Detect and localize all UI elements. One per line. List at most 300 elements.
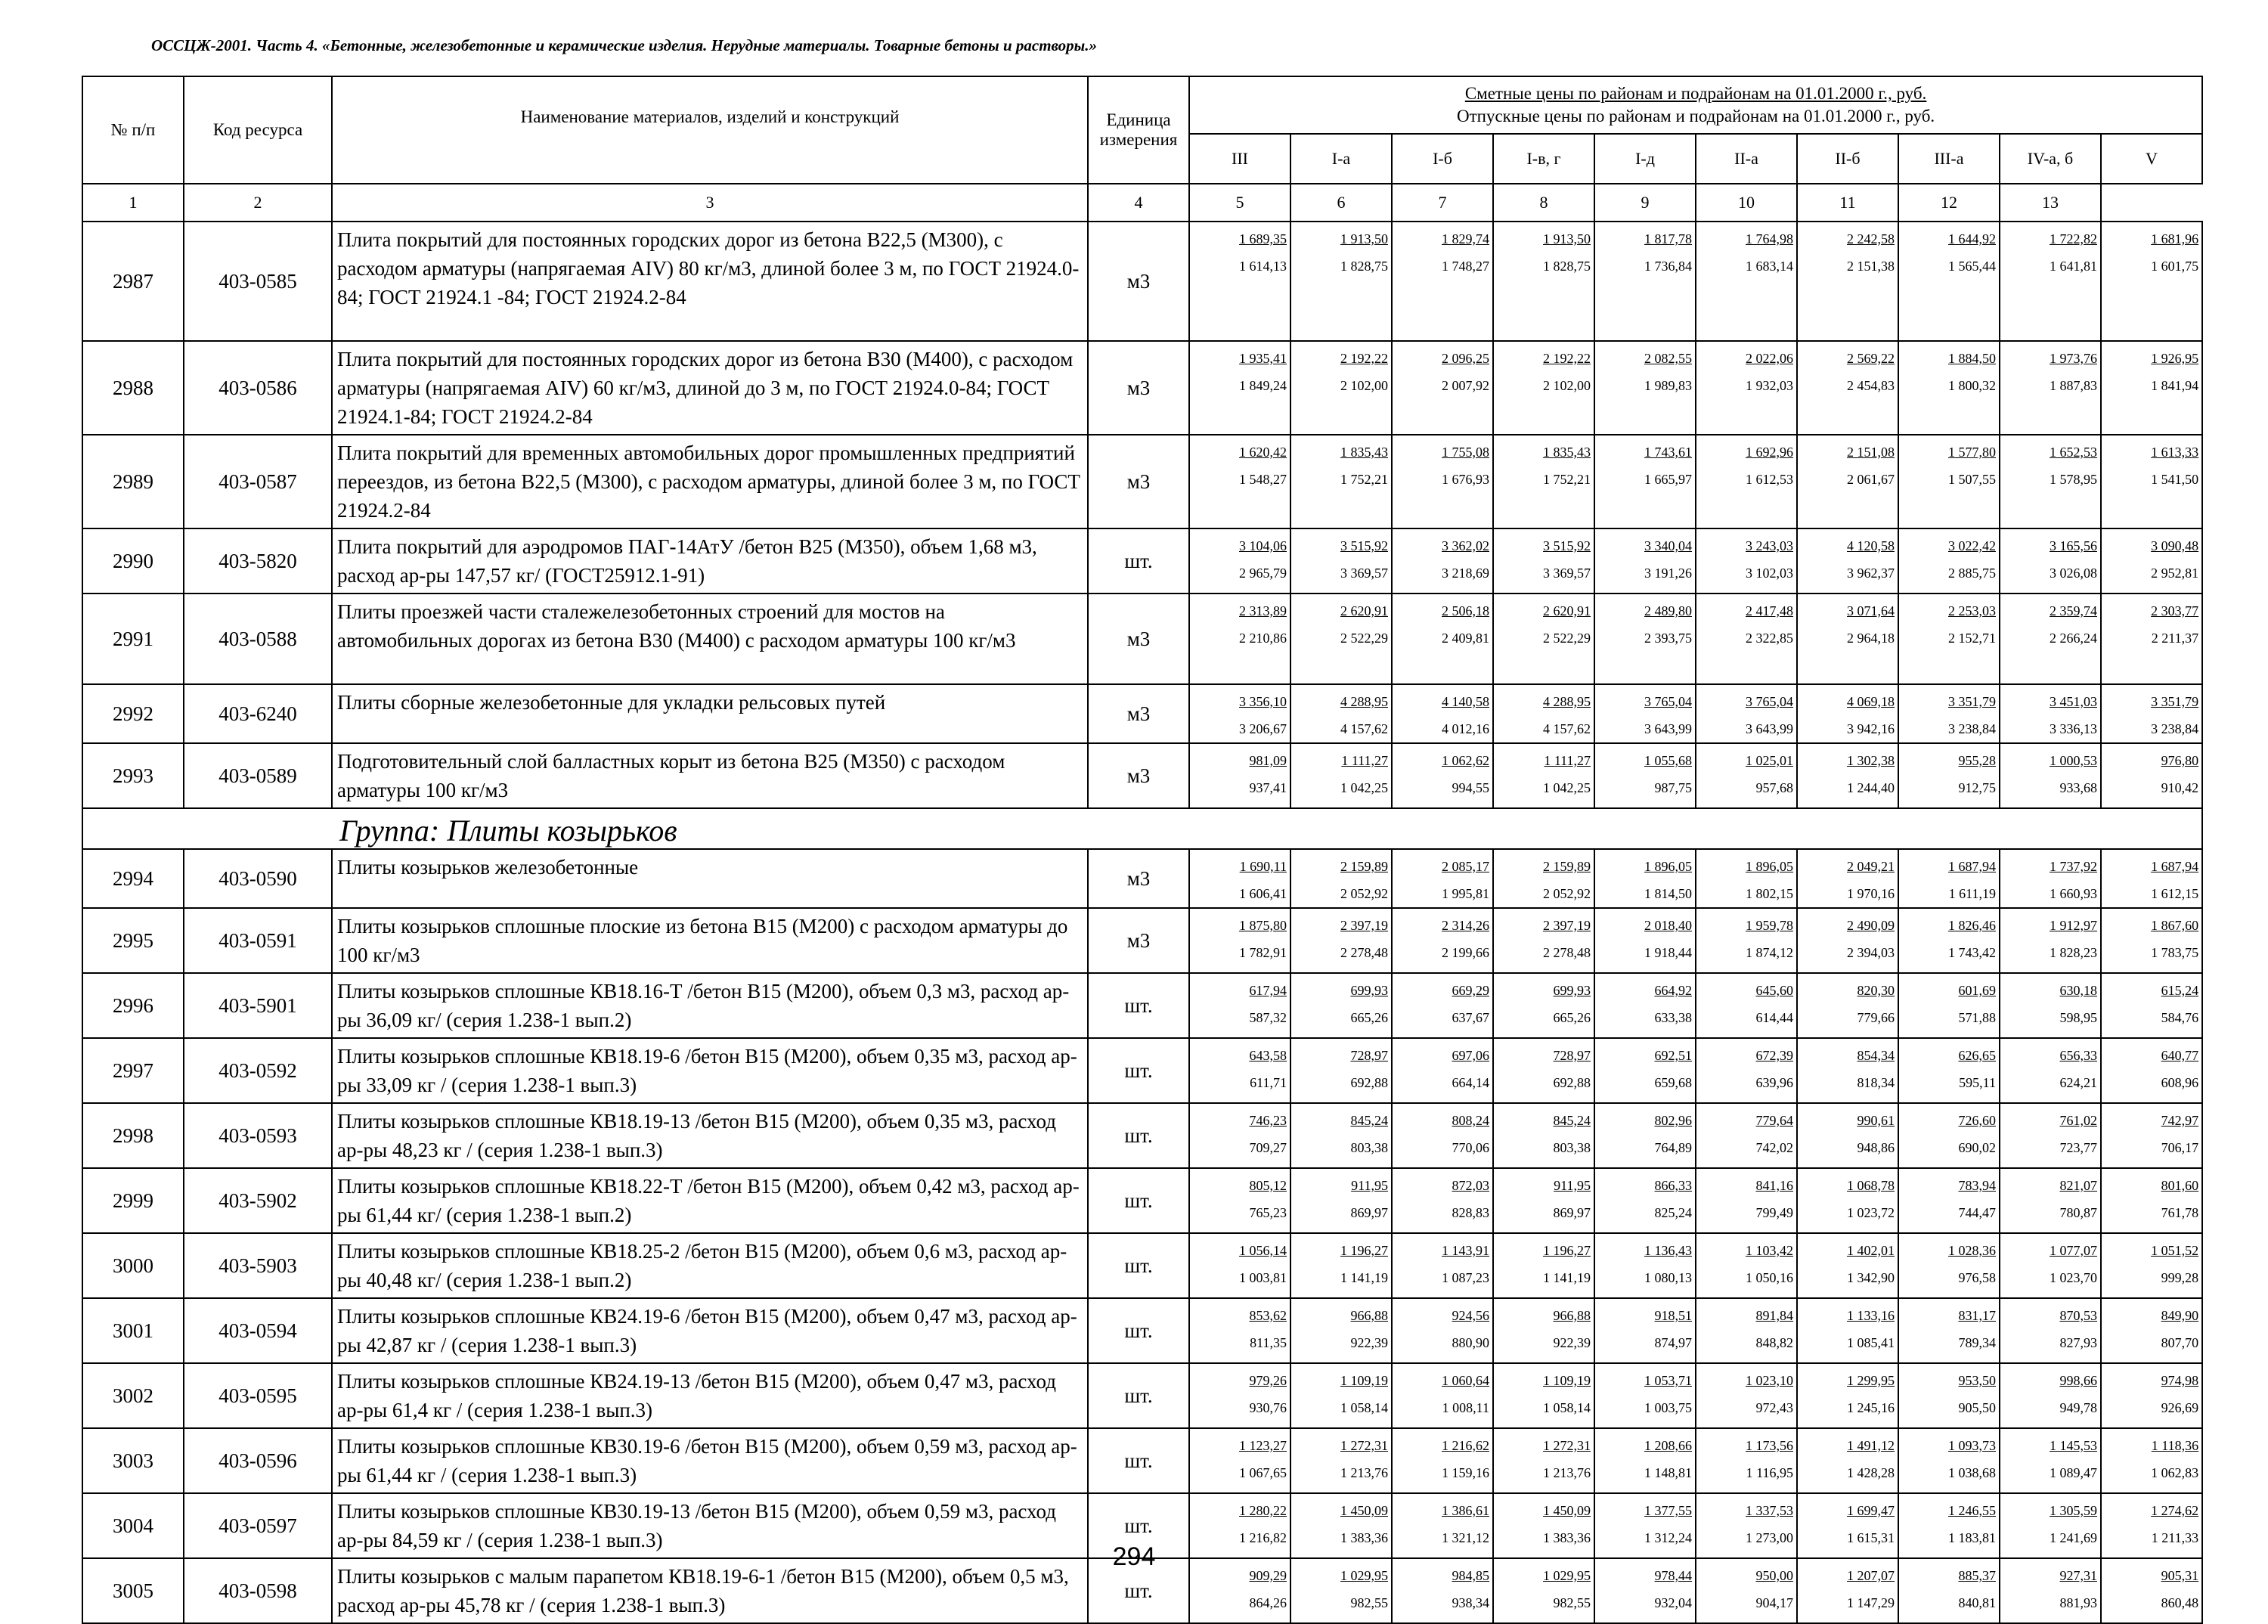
estimate-price: 1 896,05 bbox=[1746, 859, 1793, 874]
release-price: 1 003,75 bbox=[1644, 1400, 1692, 1415]
release-price: 922,39 bbox=[1553, 1335, 1591, 1350]
price-cell bbox=[1290, 1428, 1392, 1493]
estimate-price: 3 356,10 bbox=[1239, 694, 1287, 709]
release-price: 1 665,97 bbox=[1644, 472, 1692, 487]
estimate-price: 998,66 bbox=[2059, 1373, 2097, 1388]
unit-cell: шт. bbox=[1088, 1233, 1189, 1298]
estimate-price: 1 620,42 bbox=[1239, 445, 1287, 460]
resource-code: 403-0590 bbox=[184, 849, 332, 908]
release-price: 1 342,90 bbox=[1847, 1270, 1895, 1285]
release-price: 1 611,19 bbox=[1948, 886, 1996, 901]
column-number: 4 bbox=[1088, 184, 1189, 222]
release-price: 1 245,16 bbox=[1847, 1400, 1895, 1415]
release-price: 1 641,81 bbox=[2050, 259, 2097, 274]
release-price: 2 052,92 bbox=[1543, 886, 1591, 901]
unit-cell: м3 bbox=[1088, 341, 1189, 435]
col-header-code: Код ресурса bbox=[184, 76, 332, 184]
release-price: 3 206,67 bbox=[1239, 721, 1287, 736]
price-cell bbox=[1594, 1363, 1696, 1428]
estimate-price: 742,97 bbox=[2161, 1113, 2199, 1128]
release-price: 1 116,95 bbox=[1746, 1465, 1793, 1480]
estimate-price: 3 104,06 bbox=[1239, 538, 1287, 553]
release-price: 587,32 bbox=[1249, 1010, 1287, 1025]
estimate-price: 1 068,78 bbox=[1847, 1178, 1895, 1193]
column-number: 6 bbox=[1290, 184, 1392, 222]
release-price: 1 802,15 bbox=[1746, 886, 1793, 901]
release-price: 633,38 bbox=[1654, 1010, 1692, 1025]
estimate-price: 1 689,35 bbox=[1239, 231, 1287, 246]
estimate-price: 3 362,02 bbox=[1442, 538, 1489, 553]
release-price: 3 336,13 bbox=[2050, 721, 2097, 736]
estimate-price: 891,84 bbox=[1755, 1308, 1793, 1323]
price-cell bbox=[2101, 435, 2202, 528]
price-cell bbox=[1797, 1298, 1898, 1363]
price-cell bbox=[1898, 528, 2000, 594]
unit-cell: шт. bbox=[1088, 528, 1189, 594]
release-price: 912,75 bbox=[1958, 780, 1996, 795]
release-price: 848,82 bbox=[1755, 1335, 1793, 1350]
price-cell bbox=[1594, 528, 1696, 594]
release-price: 1 213,76 bbox=[1340, 1465, 1388, 1480]
material-name: Плиты проезжей части сталежелезобетонных строений для мостов на автомобильных дорогах из бетона B30 (М400) с расходом арматуры 100 кг/м3 bbox=[332, 594, 1088, 684]
price-cell bbox=[1696, 341, 1797, 435]
release-price: 3 102,03 bbox=[1746, 566, 1793, 581]
price-cell bbox=[1898, 1103, 2000, 1168]
release-price: 665,26 bbox=[1553, 1010, 1591, 1025]
release-price: 999,28 bbox=[2161, 1270, 2199, 1285]
estimate-price: 2 192,22 bbox=[1340, 351, 1388, 366]
price-cell bbox=[1898, 1363, 2000, 1428]
price-cell bbox=[1189, 1363, 1290, 1428]
estimate-price: 692,51 bbox=[1654, 1048, 1692, 1063]
estimate-price: 2 096,25 bbox=[1442, 351, 1489, 366]
release-price: 1 148,81 bbox=[1644, 1465, 1692, 1480]
price-cell bbox=[1797, 435, 1898, 528]
price-cell bbox=[1290, 1038, 1392, 1103]
estimate-price: 911,95 bbox=[1351, 1178, 1388, 1193]
release-price: 1 828,75 bbox=[1340, 259, 1388, 274]
release-price: 1 887,83 bbox=[2050, 378, 2097, 393]
release-price: 3 218,69 bbox=[1442, 566, 1489, 581]
price-cell bbox=[1392, 1168, 1493, 1233]
estimate-price: 2 490,09 bbox=[1847, 918, 1895, 933]
price-cell bbox=[1392, 341, 1493, 435]
column-number: 8 bbox=[1493, 184, 1594, 222]
release-price: 1 507,55 bbox=[1948, 472, 1996, 487]
estimate-price: 1 690,11 bbox=[1239, 859, 1287, 874]
release-price: 2 885,75 bbox=[1948, 566, 1996, 581]
price-cell bbox=[1493, 1168, 1594, 1233]
column-number: 12 bbox=[1898, 184, 2000, 222]
unit-cell: м3 bbox=[1088, 222, 1189, 341]
release-price: 780,87 bbox=[2059, 1205, 2097, 1220]
estimate-price: 2 018,40 bbox=[1644, 918, 1692, 933]
release-price: 2 007,92 bbox=[1442, 378, 1489, 393]
price-cell bbox=[1392, 1038, 1493, 1103]
price-cell bbox=[1594, 973, 1696, 1038]
row-number: 2994 bbox=[82, 849, 184, 908]
release-price: 709,27 bbox=[1249, 1140, 1287, 1155]
release-price: 818,34 bbox=[1857, 1075, 1895, 1090]
price-cell bbox=[1392, 1233, 1493, 1298]
price-cell bbox=[1898, 849, 2000, 908]
price-cell bbox=[2000, 684, 2101, 743]
price-cell bbox=[1797, 1103, 1898, 1168]
price-cell bbox=[1594, 435, 1696, 528]
release-price: 1 565,44 bbox=[1948, 259, 1996, 274]
table-row bbox=[82, 1168, 2202, 1233]
table-row bbox=[82, 435, 2202, 528]
release-price: 1 008,11 bbox=[1442, 1400, 1489, 1415]
estimate-price: 1 973,76 bbox=[2050, 351, 2097, 366]
estimate-price: 3 351,79 bbox=[1948, 694, 1996, 709]
row-number: 3005 bbox=[82, 1558, 184, 1623]
release-price: 665,26 bbox=[1350, 1010, 1388, 1025]
release-price: 761,78 bbox=[2161, 1205, 2199, 1220]
estimate-price: 854,34 bbox=[1857, 1048, 1895, 1063]
estimate-price: 1 829,74 bbox=[1442, 231, 1489, 246]
resource-code: 403-0597 bbox=[184, 1493, 332, 1558]
estimate-price: 1 111,27 bbox=[1544, 753, 1591, 768]
release-price: 904,17 bbox=[1755, 1595, 1793, 1610]
estimate-price: 950,00 bbox=[1755, 1568, 1793, 1583]
estimate-price: 643,58 bbox=[1249, 1048, 1287, 1063]
table-row bbox=[82, 1233, 2202, 1298]
release-price: 1 683,14 bbox=[1746, 259, 1793, 274]
unit-cell: шт. bbox=[1088, 1038, 1189, 1103]
region-header: II-б bbox=[1797, 134, 1898, 184]
estimate-price: 3 515,92 bbox=[1340, 538, 1388, 553]
estimate-price: 1 029,95 bbox=[1340, 1568, 1388, 1583]
estimate-price: 841,16 bbox=[1755, 1178, 1793, 1193]
unit-cell: м3 bbox=[1088, 684, 1189, 743]
table-row bbox=[82, 341, 2202, 435]
estimate-price: 820,30 bbox=[1857, 983, 1895, 998]
estimate-price: 1 118,36 bbox=[2151, 1438, 2199, 1453]
estimate-price: 978,44 bbox=[1654, 1568, 1692, 1583]
price-cell bbox=[1493, 743, 1594, 808]
release-price: 4 012,16 bbox=[1442, 721, 1489, 736]
table-row bbox=[82, 743, 2202, 808]
estimate-price: 2 620,91 bbox=[1543, 603, 1591, 618]
estimate-price: 966,88 bbox=[1553, 1308, 1591, 1323]
row-number: 2995 bbox=[82, 908, 184, 973]
release-price: 811,35 bbox=[1250, 1335, 1287, 1350]
estimate-price: 1 884,50 bbox=[1948, 351, 1996, 366]
material-name: Плиты козырьков сплошные КВ18.22-Т /бетон В15 (М200), объем 0,42 м3, расход ар-ры 61,44 кг/ (серия 1.238-1 вып.2) bbox=[332, 1168, 1088, 1233]
release-price: 1 003,81 bbox=[1239, 1270, 1287, 1285]
price-cell bbox=[2101, 594, 2202, 684]
release-price: 1 067,65 bbox=[1239, 1465, 1287, 1480]
price-cell bbox=[1594, 1168, 1696, 1233]
price-cell bbox=[1290, 1168, 1392, 1233]
estimate-price: 1 136,43 bbox=[1644, 1243, 1692, 1258]
release-price: 1 932,03 bbox=[1746, 378, 1793, 393]
release-price: 2 965,79 bbox=[1239, 566, 1287, 581]
estimate-price: 2 082,55 bbox=[1644, 351, 1692, 366]
release-price: 869,97 bbox=[1350, 1205, 1388, 1220]
release-price: 4 157,62 bbox=[1340, 721, 1388, 736]
release-price: 1 241,69 bbox=[2050, 1530, 2097, 1545]
release-price: 611,71 bbox=[1250, 1075, 1287, 1090]
estimate-price: 1 337,53 bbox=[1746, 1503, 1793, 1518]
estimate-price: 1 450,09 bbox=[1340, 1503, 1388, 1518]
estimate-price: 2 569,22 bbox=[1847, 351, 1895, 366]
estimate-price: 1 077,07 bbox=[2050, 1243, 2097, 1258]
estimate-price: 1 687,94 bbox=[2151, 859, 2199, 874]
release-price: 1 159,16 bbox=[1442, 1465, 1489, 1480]
release-price: 881,93 bbox=[2059, 1595, 2097, 1610]
price-cell bbox=[2101, 528, 2202, 594]
row-number: 2989 bbox=[82, 435, 184, 528]
estimate-price: 885,37 bbox=[1958, 1568, 1996, 1583]
price-cell bbox=[2000, 1038, 2101, 1103]
price-cell bbox=[1290, 435, 1392, 528]
release-price: 692,88 bbox=[1350, 1075, 1388, 1090]
row-number: 3000 bbox=[82, 1233, 184, 1298]
release-price: 770,06 bbox=[1452, 1140, 1489, 1155]
release-price: 3 643,99 bbox=[1746, 721, 1793, 736]
release-price: 976,58 bbox=[1958, 1270, 1996, 1285]
estimate-price: 2 417,48 bbox=[1746, 603, 1793, 618]
price-cell bbox=[1392, 849, 1493, 908]
release-price: 2 102,00 bbox=[1340, 378, 1388, 393]
row-number: 2993 bbox=[82, 743, 184, 808]
estimate-price: 801,60 bbox=[2161, 1178, 2199, 1193]
price-cell bbox=[1392, 1363, 1493, 1428]
release-price: 3 369,57 bbox=[1543, 566, 1591, 581]
release-price: 1 141,19 bbox=[1543, 1270, 1591, 1285]
estimate-price: 726,60 bbox=[1958, 1113, 1996, 1128]
release-price: 949,78 bbox=[2059, 1400, 2097, 1415]
estimate-price: 4 120,58 bbox=[1847, 538, 1895, 553]
row-number: 2997 bbox=[82, 1038, 184, 1103]
price-cell bbox=[1898, 684, 2000, 743]
release-price: 1 752,21 bbox=[1340, 472, 1388, 487]
release-price: 1 050,16 bbox=[1746, 1270, 1793, 1285]
estimate-price: 2 620,91 bbox=[1340, 603, 1388, 618]
release-price: 2 522,29 bbox=[1543, 631, 1591, 646]
column-number: 2 bbox=[184, 184, 332, 222]
price-cell bbox=[1797, 1233, 1898, 1298]
estimate-price: 1 652,53 bbox=[2050, 445, 2097, 460]
unit-cell: шт. bbox=[1088, 1428, 1189, 1493]
estimate-price: 845,24 bbox=[1350, 1113, 1388, 1128]
price-cell bbox=[1797, 1428, 1898, 1493]
release-price: 3 026,08 bbox=[2050, 566, 2097, 581]
price-cell bbox=[2000, 973, 2101, 1038]
price-cell bbox=[1189, 1038, 1290, 1103]
estimate-price: 927,31 bbox=[2059, 1568, 2097, 1583]
price-cell bbox=[1898, 1038, 2000, 1103]
price-cell bbox=[1290, 743, 1392, 808]
estimate-price: 615,24 bbox=[2161, 983, 2199, 998]
release-price: 1 814,50 bbox=[1644, 886, 1692, 901]
estimate-price: 1 051,52 bbox=[2151, 1243, 2199, 1258]
row-number: 2987 bbox=[82, 222, 184, 341]
price-cell bbox=[1392, 435, 1493, 528]
release-price: 905,50 bbox=[1958, 1400, 1996, 1415]
release-price: 1 038,68 bbox=[1948, 1465, 1996, 1480]
row-number: 2992 bbox=[82, 684, 184, 743]
row-number: 2996 bbox=[82, 973, 184, 1038]
resource-code: 403-5901 bbox=[184, 973, 332, 1038]
material-name: Подготовительный слой балластных корыт из бетона B25 (М350) с расходом арматуры 100 кг/м3 bbox=[332, 743, 1088, 808]
release-price: 690,02 bbox=[1958, 1140, 1996, 1155]
release-price: 1 147,29 bbox=[1847, 1595, 1895, 1610]
price-cell bbox=[1493, 341, 1594, 435]
region-header: I-б bbox=[1392, 134, 1493, 184]
price-cell bbox=[2101, 1038, 2202, 1103]
release-price: 2 952,81 bbox=[2151, 566, 2199, 581]
release-price: 987,75 bbox=[1654, 780, 1692, 795]
material-name: Плиты козырьков с малым парапетом КВ18.19-6-1 /бетон В15 (М200), объем 0,5 м3, расход ар-ры 45,78 кг / (серия 1.238-1 вып.3) bbox=[332, 1558, 1088, 1623]
release-price: 869,97 bbox=[1553, 1205, 1591, 1220]
price-cell bbox=[1696, 1038, 1797, 1103]
release-price: 2 394,03 bbox=[1847, 945, 1895, 960]
estimate-price: 1 109,19 bbox=[1543, 1373, 1591, 1388]
material-name: Плиты козырьков сплошные КВ18.16-Т /бетон В15 (М200), объем 0,3 м3, расход ар-ры 36,09 кг/ (серия 1.238-1 вып.2) bbox=[332, 973, 1088, 1038]
resource-code: 403-0598 bbox=[184, 1558, 332, 1623]
price-cell bbox=[2101, 1363, 2202, 1428]
estimate-price: 2 159,89 bbox=[1340, 859, 1388, 874]
estimate-price: 1 644,92 bbox=[1948, 231, 1996, 246]
release-price: 1 085,41 bbox=[1847, 1335, 1895, 1350]
price-cell bbox=[1696, 684, 1797, 743]
release-price: 827,93 bbox=[2059, 1335, 2097, 1350]
table-row bbox=[82, 684, 2202, 743]
material-name: Плиты козырьков железобетонные bbox=[332, 849, 1088, 908]
price-cell bbox=[1696, 1168, 1797, 1233]
column-number: 10 bbox=[1696, 184, 1797, 222]
column-number: 11 bbox=[1797, 184, 1898, 222]
unit-cell: м3 bbox=[1088, 594, 1189, 684]
release-price: 860,48 bbox=[2161, 1595, 2199, 1610]
release-price: 1 023,70 bbox=[2050, 1270, 2097, 1285]
price-cell bbox=[1797, 908, 1898, 973]
release-price: 608,96 bbox=[2161, 1075, 2199, 1090]
region-header: I-в, г bbox=[1493, 134, 1594, 184]
estimate-price: 966,88 bbox=[1350, 1308, 1388, 1323]
price-cell bbox=[1189, 1103, 1290, 1168]
price-cell bbox=[1898, 1233, 2000, 1298]
price-cell bbox=[2000, 222, 2101, 341]
release-price: 1 383,36 bbox=[1340, 1530, 1388, 1545]
price-cell bbox=[1696, 908, 1797, 973]
price-cell bbox=[1898, 1168, 2000, 1233]
estimate-price: 645,60 bbox=[1755, 983, 1793, 998]
row-number: 3004 bbox=[82, 1493, 184, 1558]
estimate-price: 1 302,38 bbox=[1847, 753, 1895, 768]
estimate-price: 1 491,12 bbox=[1847, 1438, 1895, 1453]
material-name: Плиты сборные железобетонные для укладки рельсовых путей bbox=[332, 684, 1088, 743]
estimate-price: 1 681,96 bbox=[2151, 231, 2199, 246]
release-price: 937,41 bbox=[1249, 780, 1287, 795]
price-cell bbox=[1493, 222, 1594, 341]
material-name: Плиты козырьков сплошные КВ18.19-6 /бетон В15 (М200), объем 0,35 м3, расход ар-ры 33,09 кг / (серия 1.238-1 вып.3) bbox=[332, 1038, 1088, 1103]
price-cell bbox=[2000, 1233, 2101, 1298]
table-row bbox=[82, 1038, 2202, 1103]
resource-code: 403-0587 bbox=[184, 435, 332, 528]
release-price: 598,95 bbox=[2059, 1010, 2097, 1025]
price-cell bbox=[1189, 528, 1290, 594]
estimate-price: 3 071,64 bbox=[1847, 603, 1895, 618]
release-price: 2 199,66 bbox=[1442, 945, 1489, 960]
row-number: 2988 bbox=[82, 341, 184, 435]
estimate-price: 979,26 bbox=[1249, 1373, 1287, 1388]
release-price: 1 042,25 bbox=[1340, 780, 1388, 795]
estimate-price: 1 143,91 bbox=[1442, 1243, 1489, 1258]
release-price: 764,89 bbox=[1654, 1140, 1692, 1155]
region-header: V bbox=[2101, 134, 2202, 184]
price-cell bbox=[2000, 594, 2101, 684]
estimate-price: 4 288,95 bbox=[1543, 694, 1591, 709]
estimate-price: 779,64 bbox=[1755, 1113, 1793, 1128]
release-price: 1 841,94 bbox=[2151, 378, 2199, 393]
estimate-price: 640,77 bbox=[2161, 1048, 2199, 1063]
price-cell bbox=[1290, 1298, 1392, 1363]
price-cell bbox=[2101, 222, 2202, 341]
material-name: Плита покрытий для постоянных городских дорог из бетона B30 (М400), с расходом арматуры (напрягаемая AIV) 60 кг/м3, длиной до 3 м, по ГОСТ 21924.0-84; ГОСТ 21924.1-84; ГОСТ 21924.2-84 bbox=[332, 341, 1088, 435]
release-price: 880,90 bbox=[1452, 1335, 1489, 1350]
price-cell bbox=[1189, 435, 1290, 528]
row-number: 2991 bbox=[82, 594, 184, 684]
resource-code: 403-0586 bbox=[184, 341, 332, 435]
release-price: 584,76 bbox=[2161, 1010, 2199, 1025]
table-row bbox=[82, 1428, 2202, 1493]
estimate-price: 2 253,03 bbox=[1948, 603, 1996, 618]
release-price: 1 615,31 bbox=[1847, 1530, 1895, 1545]
price-cell bbox=[2101, 908, 2202, 973]
release-price: 2 211,37 bbox=[2151, 631, 2199, 646]
release-price: 1 743,42 bbox=[1948, 945, 1996, 960]
price-cell bbox=[2101, 1168, 2202, 1233]
price-cell bbox=[1696, 973, 1797, 1038]
column-number: 3 bbox=[332, 184, 1088, 222]
resource-code: 403-5903 bbox=[184, 1233, 332, 1298]
price-cell bbox=[1392, 594, 1493, 684]
release-price: 1 216,82 bbox=[1239, 1530, 1287, 1545]
release-price: 938,34 bbox=[1452, 1595, 1489, 1610]
price-cell bbox=[1696, 528, 1797, 594]
estimate-price: 1 755,08 bbox=[1442, 445, 1489, 460]
estimate-price: 953,50 bbox=[1958, 1373, 1996, 1388]
price-cell bbox=[1797, 222, 1898, 341]
unit-cell: шт. bbox=[1088, 1493, 1189, 1558]
price-cell bbox=[1189, 222, 1290, 341]
estimate-price: 2 506,18 bbox=[1442, 603, 1489, 618]
release-price: 2 964,18 bbox=[1847, 631, 1895, 646]
column-number: 5 bbox=[1189, 184, 1290, 222]
price-cell bbox=[1594, 222, 1696, 341]
estimate-price: 1 109,19 bbox=[1340, 1373, 1388, 1388]
estimate-price: 1 402,01 bbox=[1847, 1243, 1895, 1258]
price-cell bbox=[1493, 1298, 1594, 1363]
estimate-price: 1 912,97 bbox=[2050, 918, 2097, 933]
release-price: 1 062,83 bbox=[2151, 1465, 2199, 1480]
price-cell bbox=[1797, 528, 1898, 594]
release-price: 1 042,25 bbox=[1543, 780, 1591, 795]
table-row bbox=[82, 849, 2202, 908]
estimate-price: 990,61 bbox=[1857, 1113, 1895, 1128]
estimate-price: 2 397,19 bbox=[1340, 918, 1388, 933]
estimate-price: 924,56 bbox=[1452, 1308, 1489, 1323]
estimate-price: 630,18 bbox=[2059, 983, 2097, 998]
release-price: 3 191,26 bbox=[1644, 566, 1692, 581]
release-price: 1 023,72 bbox=[1847, 1205, 1895, 1220]
estimate-price: 802,96 bbox=[1654, 1113, 1692, 1128]
release-price: 2 266,24 bbox=[2050, 631, 2097, 646]
